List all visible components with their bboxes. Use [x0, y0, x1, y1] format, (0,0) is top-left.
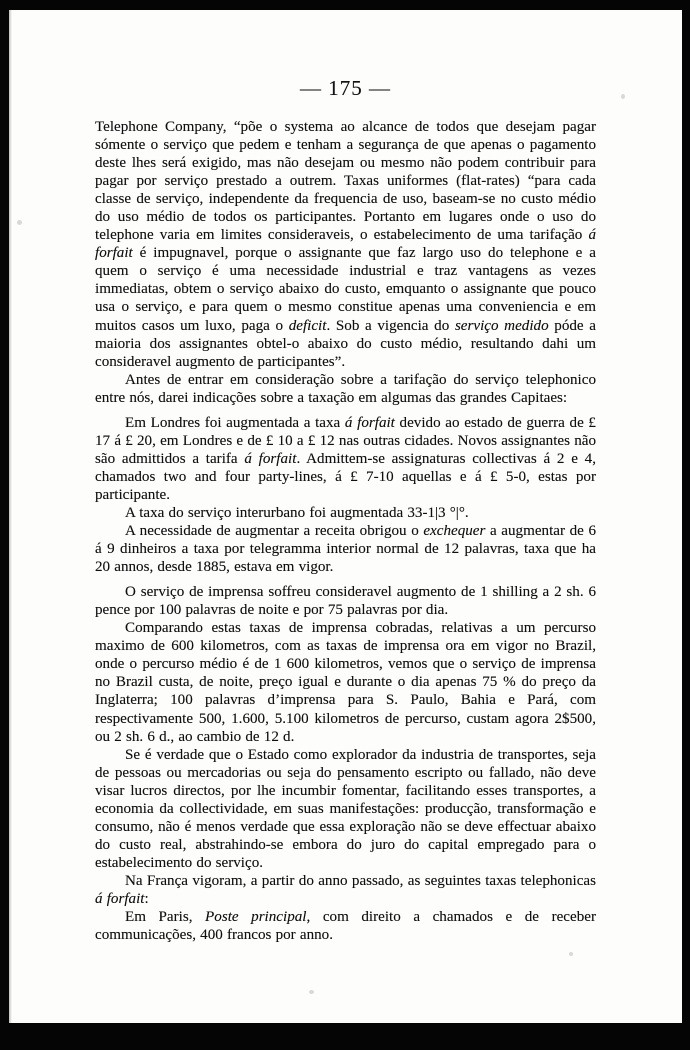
text-run: Na França vigoram, a partir do anno passado, as seguintes taxas telephonicas — [125, 872, 596, 889]
emphasis-run: deficit — [288, 317, 327, 334]
emphasis-run: á forfait — [95, 227, 596, 262]
paragraph — [95, 746, 596, 872]
text-run: Em Paris, — [125, 909, 206, 926]
paragraph — [95, 371, 596, 407]
text-run: Antes de entrar em consideração sobre a tarifação do serviço telephonico entre nós, darei indicações sobre a taxação em algumas das grandes Capitaes: — [95, 371, 596, 406]
text-run: Comparando estas taxas de imprensa cobradas, relativas a um percurso maximo de 600 kilometros, com as taxas de imprensa ora em vigor no Brazil, onde o percurso médio é de 1 600 kilometros, vemos que o serviço de imprensa no Brazil custa, de noite, preço igual e durante o dia apenas 75 % do preço da Inglaterra; 100 palavras d’imprensa para S. Paulo, Bahia e Pará, com respectivamente 500, 1.600, 5.100 kilometros de percurso, custam agora 2$500, ou 2 sh. 6 d., ao cambio de 12 d. — [95, 620, 596, 745]
body-text — [95, 118, 596, 944]
text-run: Se é verdade que o Estado como explorador da industria de transportes, seja de pessoas ou mercadorias ou seja do pensamento escripto ou fallado, não deve visar lucros directos, por lhe incumbir fomentar, facilitando esses transportes, a economia da collectividade, em suas manifestações: producção, transformação e consumo, não é menos verdade que essa exploração não se deve effectuar abaixo do custo real, abstrahindo-se embora do juro do capital empregado para o estabelecimento do serviço. — [95, 746, 596, 871]
text-run: A taxa do serviço interurbano foi augmentada 33-1|3 °|°. — [125, 504, 469, 521]
text-run: póde a maioria dos assignantes obtel-o abaixo do custo médio, resultando dahi um consideravel augmento de participantes”. — [95, 317, 596, 370]
scan-speck — [17, 220, 22, 225]
text-run: . Admittem-se assignaturas collectivas á 2 e 4, chamados two and four party-lines, á £ 7-10 aquellas e á £ 5-0, estas por participante. — [95, 450, 596, 503]
text-run: a augmentar de 6 á 9 dinheiros a taxa por telegramma interior normal de 12 palavras, taxa que ha 20 annos, desde 1885, estava em vigor. — [95, 523, 596, 576]
emphasis-run: á forfait — [344, 414, 395, 431]
emphasis-run: exchequer — [423, 523, 486, 540]
paragraph — [95, 504, 596, 522]
paragraph — [95, 872, 596, 908]
emphasis-run: serviço medido — [454, 317, 549, 334]
text-run: A necessidade de augmentar a receita obrigou o — [125, 523, 424, 540]
scan-speck — [569, 952, 573, 956]
page-folio: — 175 — — [300, 76, 391, 100]
text-run: devido ao estado de guerra de £ 17 á £ 20, em Londres e de £ 10 a £ 12 nas outras cidades. Novos assignantes não são admittidos a tarifa — [95, 414, 596, 467]
paragraph — [95, 522, 596, 576]
scan-speck — [309, 990, 314, 994]
emphasis-run: Poste principal — [205, 909, 307, 926]
paragraph — [95, 583, 596, 619]
paragraph — [95, 908, 596, 944]
emphasis-run: á forfait — [95, 890, 145, 907]
text-run: O serviço de imprensa soffreu consideravel augmento de 1 shilling a 2 sh. 6 pence por 100 palavras de noite e por 75 palavras por dia. — [95, 584, 596, 619]
page-sheet — [9, 10, 682, 1023]
paragraph — [95, 619, 596, 745]
paragraph — [95, 414, 596, 504]
text-run: , com direito a chamados e de receber communicações, 400 francos por anno. — [95, 909, 596, 944]
text-run: Telephone Company, “põe o systema ao alcance de todos que desejam pagar sómente o serviço que pedem e tenham a segurança de que apenas o pagamento deste lhes será exigido, mas não desejam ou mesmo não podem contribuir para pagar por serviço prestado a outrem. Taxas uniformes (flat-rates) “para cada classe de serviço, independente da frequencia de uso, baseam-se no custo médio do uso médio de todos os participantes. Portanto em lugares onde o uso do telephone varia em limites consideraveis, o estabelecimento de uma tarifação — [95, 119, 596, 244]
text-run: . Sob a vigencia do — [326, 317, 455, 334]
paragraph — [95, 118, 596, 371]
text-run: Em Londres foi augmentada a taxa — [125, 414, 345, 431]
emphasis-run: á forfait — [244, 450, 297, 467]
text-run: é impugnavel, porque o assignante que faz largo uso do telephone e a quem o serviço é uma necessidade industrial e traz vantagens as vezes immediatas, obtem o serviço abaixo do custo, emquanto o assignante que pouco usa o serviço, e para quem o mesmo constitue apenas uma conveniencia e em muitos casos um luxo, paga o — [95, 245, 596, 334]
text-run: : — [144, 890, 149, 907]
